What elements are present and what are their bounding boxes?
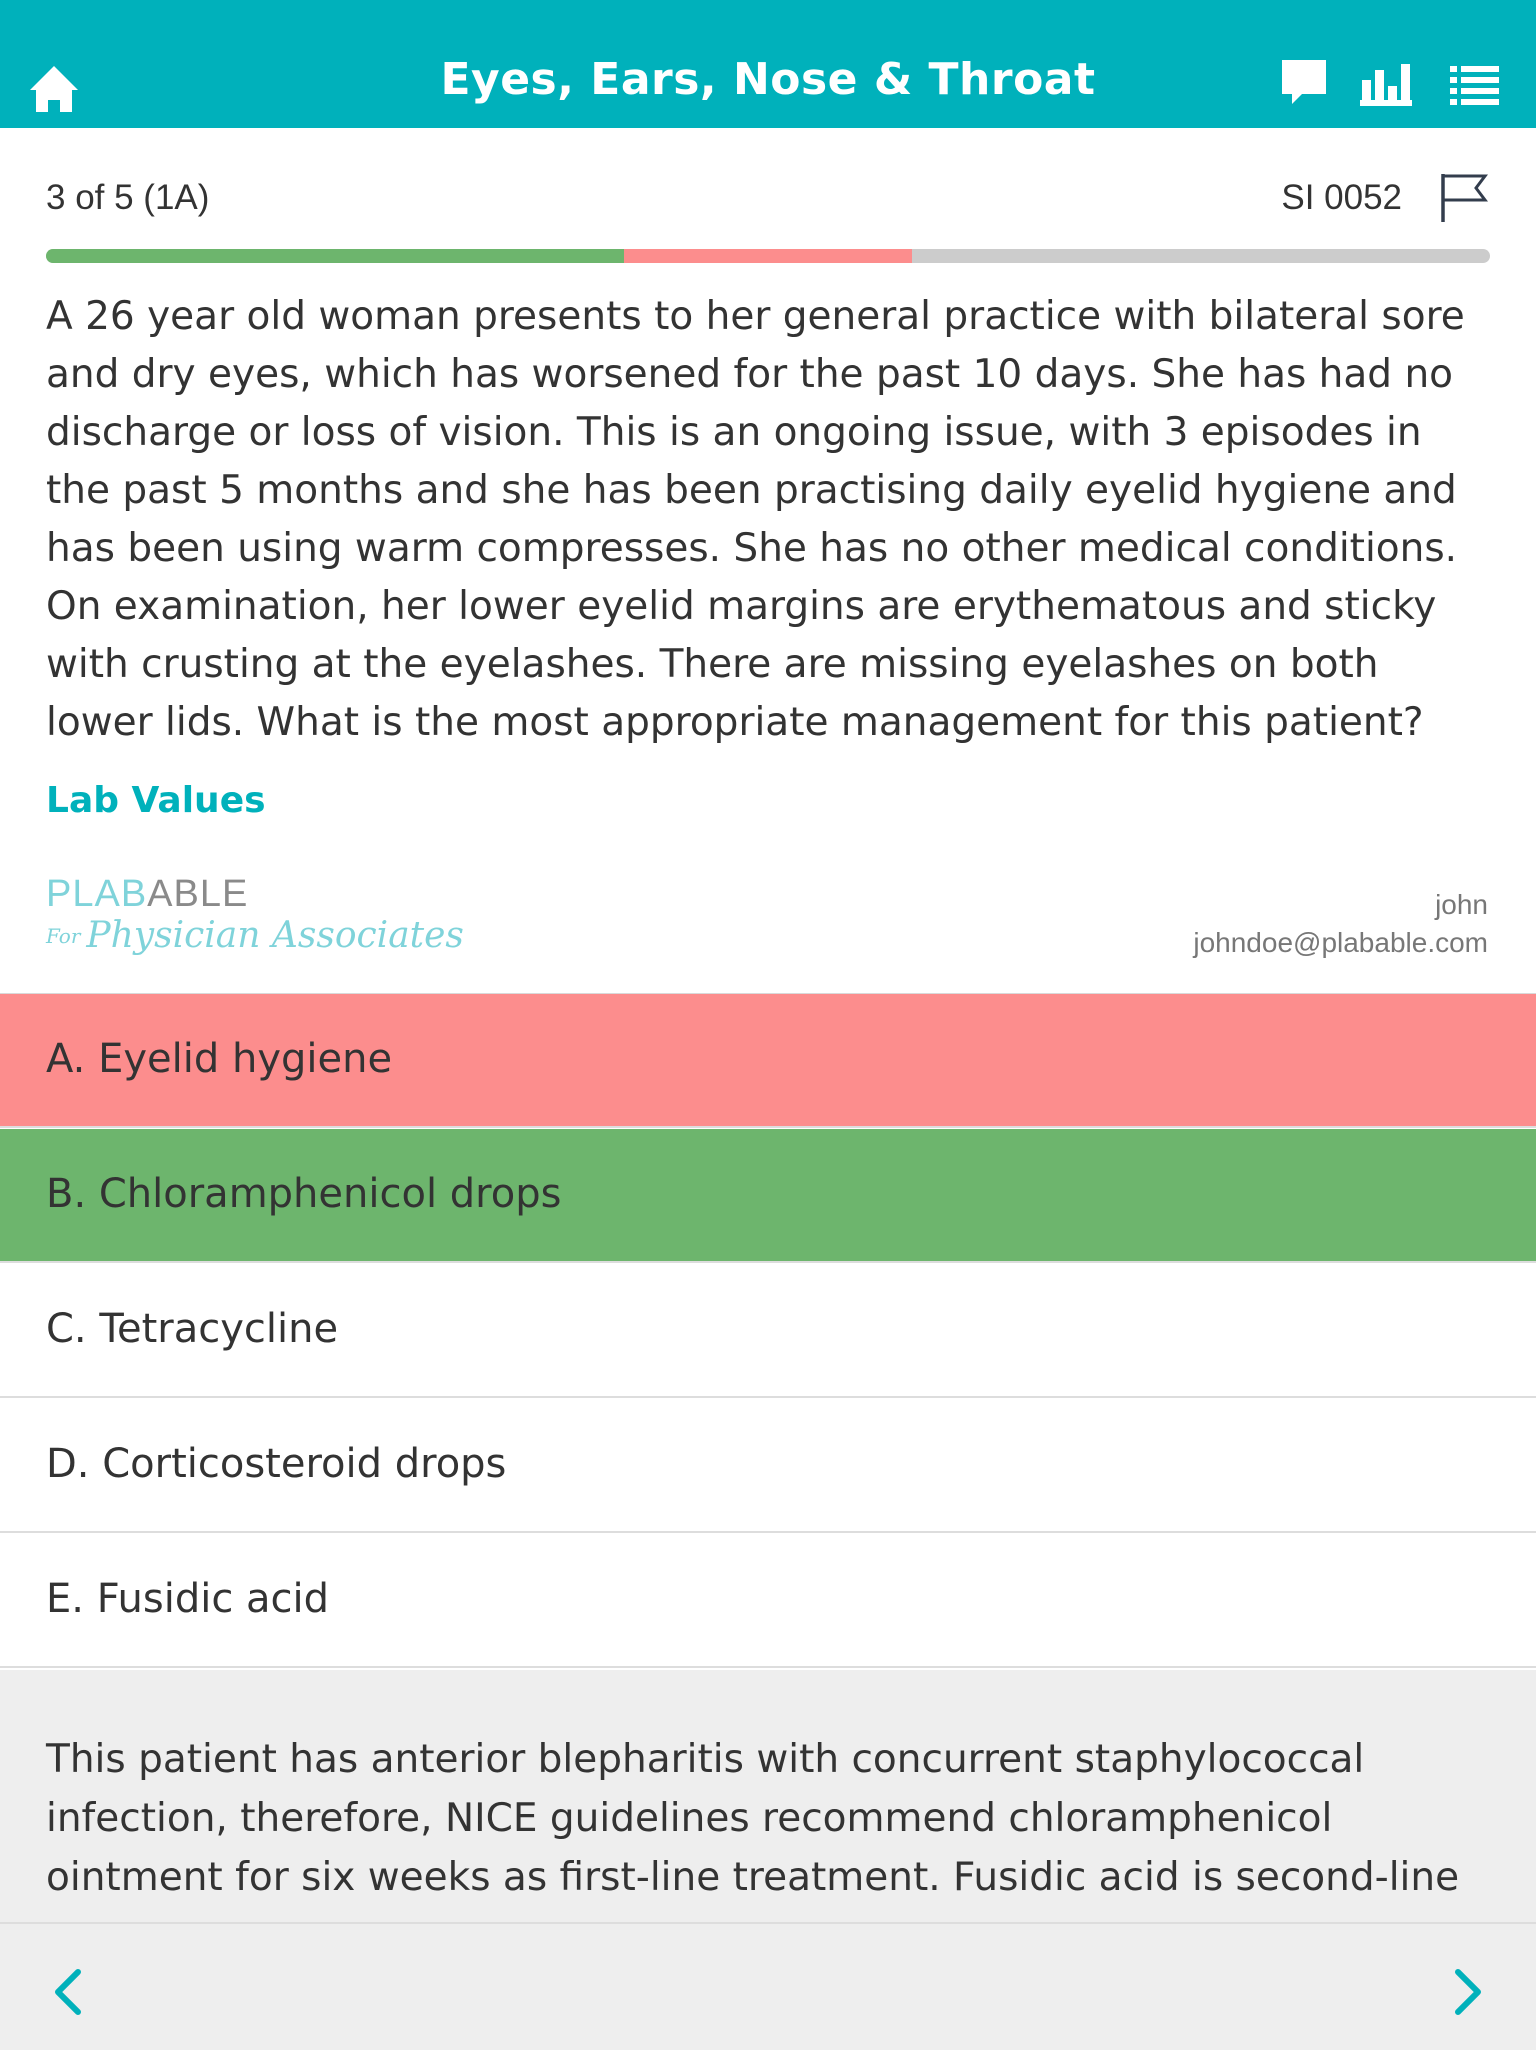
page-title: Eyes, Ears, Nose & Throat <box>440 54 1096 105</box>
option-label: A. Eyelid hygiene <box>46 1036 393 1082</box>
flag-icon[interactable] <box>1438 170 1490 226</box>
user-email: johndoe@plabable.com <box>1193 927 1488 958</box>
option-label: B. Chloramphenicol drops <box>46 1171 562 1217</box>
answer-option-c[interactable] <box>0 1264 1536 1398</box>
brand-logo <box>46 874 464 962</box>
answer-option-a[interactable] <box>0 994 1536 1128</box>
option-label: C. Tetracycline <box>46 1306 339 1352</box>
home-icon[interactable] <box>26 60 82 116</box>
explanation-panel[interactable] <box>0 1670 1536 1922</box>
logo-text-for: For <box>46 924 81 948</box>
bar-chart-icon[interactable] <box>1360 58 1412 108</box>
comment-icon[interactable] <box>1280 58 1328 108</box>
lab-values-link[interactable]: Lab Values <box>46 780 266 821</box>
answer-option-e[interactable] <box>0 1534 1536 1668</box>
question-id: SI 0052 <box>1281 178 1402 217</box>
list-icon[interactable] <box>1450 58 1500 108</box>
progress-incorrect-segment <box>624 249 913 263</box>
explanation-text: This patient has anterior blepharitis with concurrent staphylococcal infection, therefore, NICE guidelines recommend chloramphenicol ointment for six weeks as first-line treatment. Fusidic acid is second-line <box>46 1737 1460 1900</box>
logo-text-sub: Physician Associates <box>86 915 464 956</box>
footer-nav <box>0 1922 1536 2050</box>
logo-text-plab: PLAB <box>46 873 148 915</box>
answer-option-d[interactable] <box>0 1399 1536 1533</box>
option-label: E. Fusidic acid <box>46 1576 330 1622</box>
option-label: D. Corticosteroid drops <box>46 1441 507 1487</box>
chevron-right-icon[interactable] <box>1436 1962 1496 2022</box>
question-position: 3 of 5 (1A) <box>46 178 210 217</box>
logo-text-able: ABLE <box>147 873 249 915</box>
user-info <box>1193 886 1488 962</box>
progress-bar <box>46 249 1490 263</box>
chevron-left-icon[interactable] <box>40 1962 100 2022</box>
user-name: john <box>1435 889 1488 920</box>
question-text: A 26 year old woman presents to her general practice with bilateral sore and dry eyes, which has worsened for the past 10 days. She has had no discharge or loss of vision. This is an ongoing issue, with 3 episodes in the past 5 months and she has been practising daily eyelid hygiene and has been using warm compresses. She has no other medical conditions. On examination, her lower eyelid margins are erythematous and sticky with crusting at the eyelashes. There are missing eyelashes on both lower lids. What is the most appropriate management for this patient? <box>46 294 1465 745</box>
app-header <box>0 0 1536 128</box>
answer-option-b[interactable] <box>0 1129 1536 1263</box>
progress-correct-segment <box>46 249 624 263</box>
